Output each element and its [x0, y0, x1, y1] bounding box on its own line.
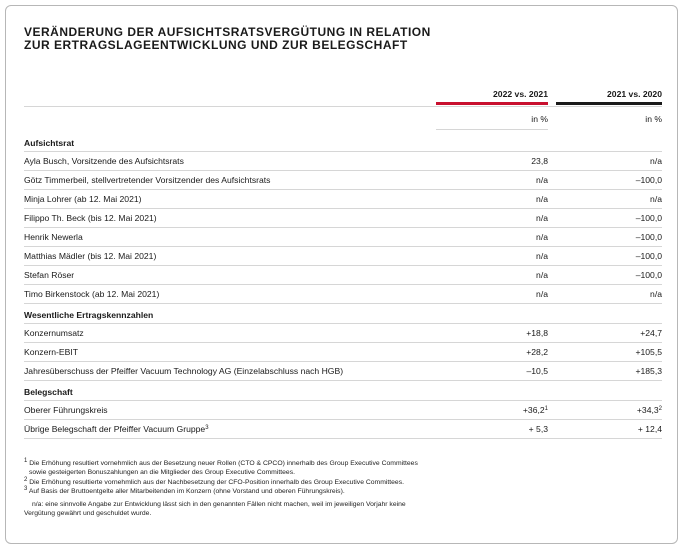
row-value-2022: + 5,3 — [528, 424, 548, 434]
table-row — [24, 285, 662, 304]
title-line-2: ZUR ERTRAGSLAGEENTWICKLUNG UND ZUR BELEGSCHAFT — [24, 38, 408, 52]
report-table-frame — [5, 5, 678, 544]
value-text: +34,3 — [636, 405, 659, 415]
column-dark-bar — [556, 102, 662, 105]
row-label: Oberer Führungskreis — [24, 405, 108, 415]
row-label: Konzernumsatz — [24, 328, 84, 338]
column-header-2021: 2021 vs. 2020 — [607, 89, 662, 99]
column-header-2022: 2022 vs. 2021 — [493, 89, 548, 99]
row-label: Stefan Röser — [24, 270, 75, 280]
value-text: +36,2 — [522, 405, 545, 415]
na-note-line-2: Vergütung gewährt und geschuldet wurde. — [24, 510, 152, 518]
table-row — [24, 324, 662, 343]
column-accent-bar — [436, 102, 548, 105]
footnotes — [24, 459, 664, 518]
footnote — [24, 478, 664, 487]
section-heading-aufsichtsrat — [24, 132, 662, 152]
table-row — [24, 343, 662, 362]
row-label: Ayla Busch, Vorsitzende des Aufsichtsrats — [24, 156, 184, 166]
table-row — [24, 401, 662, 420]
title-line-1: VERÄNDERUNG DER AUFSICHTSRATSVERGÜTUNG IN RELATION — [24, 25, 431, 39]
row-value-2022: 23,8 — [531, 156, 548, 166]
row-label: Jahresüberschuss der Pfeiffer Vacuum Technology AG (Einzelabschluss nach HGB) — [24, 366, 344, 376]
na-note-line-1: n/a: eine sinnvolle Angabe zur Entwicklung lässt sich in den genannten Fällen nicht machen, weil im jeweiligen Vorjahr keine — [32, 500, 406, 508]
section-heading-belegschaft — [24, 381, 662, 401]
row-label: Konzern-EBIT — [24, 347, 78, 357]
unit-col-1: in % — [531, 114, 548, 124]
row-value-2022: n/a — [536, 251, 548, 261]
row-value-2021: –100,0 — [635, 232, 662, 242]
row-value-2022: +18,8 — [526, 328, 548, 338]
row-value-2022: n/a — [536, 175, 548, 185]
footnote-text: Auf Basis der Bruttoentgelte aller Mitarbeitenden im Konzern (ohne Vorstand und oberen Führungskreis). — [28, 488, 345, 496]
row-value-2022: n/a — [536, 270, 548, 280]
section-heading-label: Wesentliche Ertragskennzahlen — [24, 310, 154, 320]
row-value-2021: –100,0 — [635, 175, 662, 185]
footnote-mark: 2 — [658, 406, 662, 412]
table-row — [24, 171, 662, 190]
footnote-mark: 3 — [205, 425, 209, 431]
unit-col-2: in % — [645, 114, 662, 124]
row-value-2021: n/a — [650, 289, 662, 299]
row-value-2022 — [436, 405, 548, 415]
row-value-2022: n/a — [536, 194, 548, 204]
footnote-mark: 1 — [544, 406, 548, 412]
table-row — [24, 420, 662, 439]
row-value-2022: +28,2 — [526, 347, 548, 357]
table-title — [24, 26, 431, 52]
footnote-mark: 3 — [24, 486, 28, 493]
table-row — [24, 266, 662, 285]
footnote — [24, 487, 664, 496]
row-value-2021: +24,7 — [640, 328, 662, 338]
row-value-2022: n/a — [536, 213, 548, 223]
row-label — [24, 424, 209, 434]
row-value-2021: n/a — [650, 156, 662, 166]
row-value-2021 — [556, 405, 662, 415]
na-note — [24, 500, 664, 509]
section-heading-label: Belegschaft — [24, 387, 73, 397]
row-label: Filippo Th. Beck (bis 12. Mai 2021) — [24, 213, 157, 223]
footnote — [24, 468, 664, 477]
row-value-2021: –100,0 — [635, 251, 662, 261]
unit-row — [24, 106, 662, 129]
row-value-2021: n/a — [650, 194, 662, 204]
section-heading-ertragskennzahlen — [24, 304, 662, 324]
section-heading-label: Aufsichtsrat — [24, 138, 75, 148]
row-value-2022: n/a — [536, 289, 548, 299]
table-row — [24, 362, 662, 381]
row-value-2022: –10,5 — [526, 366, 548, 376]
row-label: Timo Birkenstock (ab 12. Mai 2021) — [24, 289, 160, 299]
footnote-text: Die Erhöhung resultiert vornehmlich aus der Besetzung neuer Rollen (CTO & CPCO) innerhalb des Group Executive Committees — [29, 460, 418, 467]
na-note-cont — [24, 509, 664, 518]
table-row — [24, 247, 662, 266]
footnote-text: sowie gesteigerten Bonuszahlungen an die Mitglieder des Group Executive Committees. — [29, 469, 295, 477]
label-text: Übrige Belegschaft der Pfeiffer Vacuum Gruppe — [24, 424, 206, 434]
column-header-row — [24, 86, 662, 106]
data-table — [24, 86, 662, 439]
row-label: Matthias Mädler (bis 12. Mai 2021) — [24, 251, 157, 261]
row-label: Götz Timmerbeil, stellvertretender Vorsitzender des Aufsichtsrats — [24, 175, 271, 185]
table-row — [24, 228, 662, 247]
row-value-2021: –100,0 — [635, 213, 662, 223]
table-row — [24, 152, 662, 171]
row-value-2021: –100,0 — [635, 270, 662, 280]
footnote-text: Die Erhöhung resultierte vornehmlich aus der Nachbesetzung der CFO-Position innerhalb des Group Executive Committees. — [29, 478, 405, 486]
row-value-2021: + 12,4 — [637, 424, 662, 434]
table-row — [24, 190, 662, 209]
row-label: Minja Lohrer (ab 12. Mai 2021) — [24, 194, 142, 204]
unit-rule — [436, 129, 548, 130]
row-value-2021: +185,3 — [635, 366, 662, 376]
footnote-mark: 2 — [24, 476, 28, 483]
table-row — [24, 209, 662, 228]
row-label: Henrik Newerla — [24, 232, 83, 242]
row-value-2022: n/a — [536, 232, 548, 242]
footnote — [24, 459, 664, 468]
row-value-2021: +105,5 — [635, 347, 662, 357]
footnote-mark: 1 — [24, 458, 28, 464]
